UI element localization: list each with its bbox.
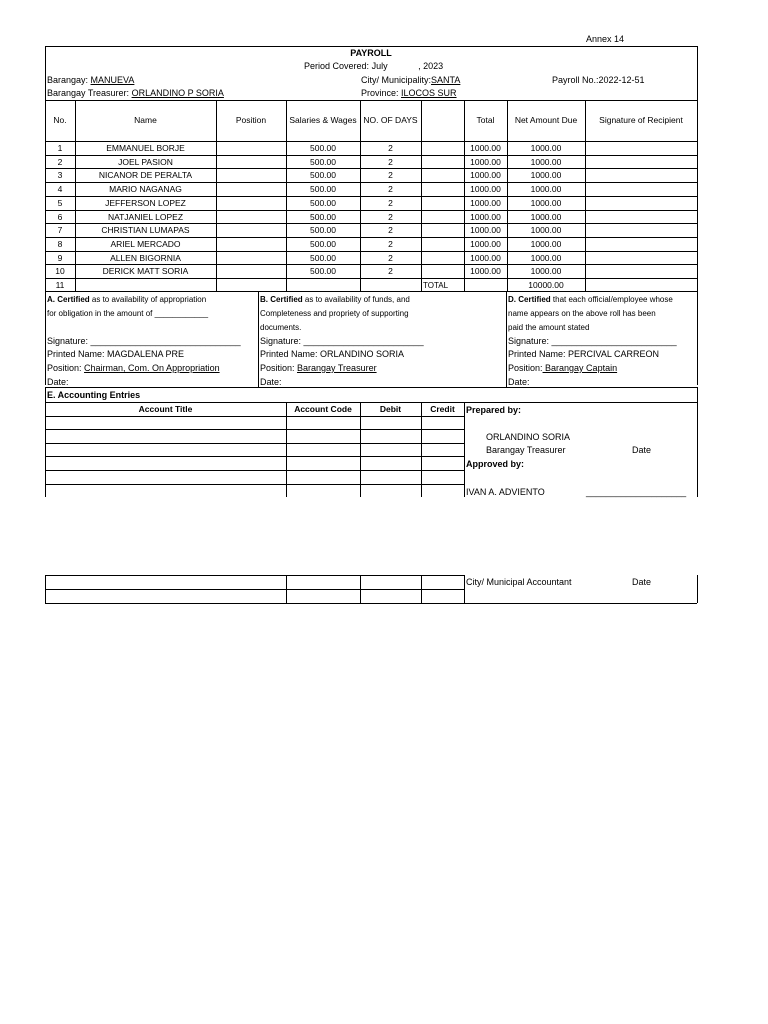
frame-top-border	[45, 46, 697, 47]
prepared-by-label: Prepared by:	[466, 405, 522, 415]
cert-b-line2: Completeness and propriety of supporting	[260, 309, 409, 318]
row-signature-cell[interactable]	[585, 168, 697, 182]
cert-a-printed-name: Printed Name: MAGDALENA PRE	[47, 349, 185, 359]
payroll-number: Payroll No.:2022-12-51	[552, 75, 645, 85]
cert-d-line1	[508, 295, 673, 305]
acct-row-line	[45, 429, 464, 430]
row-net-amount: 1000.00	[530, 238, 562, 249]
lower-col-sep	[421, 575, 422, 603]
row-no: 6	[57, 211, 63, 222]
row-signature-cell[interactable]	[585, 182, 697, 196]
row-signature-cell[interactable]	[585, 210, 697, 224]
lower-bottom-line	[45, 603, 697, 604]
row-name: MARIO NAGANAG	[109, 184, 182, 195]
acct-row-line	[45, 416, 464, 417]
row-net-amount: 1000.00	[530, 143, 562, 153]
treasurer-value: ORLANDINO P SORIA	[131, 88, 224, 98]
row-net-amount: 1000.00	[530, 225, 562, 236]
barangay-field	[47, 75, 134, 86]
row-line	[45, 182, 697, 183]
row-salary: 500.00	[310, 156, 336, 167]
row-total: 1000.00	[470, 211, 501, 222]
accountant-label: City/ Municipal Accountant	[466, 577, 572, 587]
row-signature-cell[interactable]	[585, 251, 697, 265]
acct-row-line	[45, 456, 464, 457]
row-total: 1000.00	[470, 266, 501, 277]
row-total: 1000.00	[470, 143, 501, 153]
row-days: 2	[388, 143, 393, 153]
row-no: 9	[57, 252, 63, 263]
cert-b-printed-name: Printed Name: ORLANDINO SORIA	[260, 349, 405, 359]
cert-d-line2: name appears on the above roll has been	[508, 309, 656, 318]
annex-label: Annex 14	[586, 34, 625, 44]
cert-b-signature: Signature: ________________________	[260, 336, 424, 346]
cert-b-line3: documents.	[260, 323, 302, 332]
total-net-amount: 10000.00	[528, 280, 564, 290]
row-days: 2	[388, 197, 393, 208]
row-line	[45, 155, 697, 156]
row-net-amount: 1000.00	[530, 266, 562, 277]
cert-a-position-value: Chairman, Com. On Appropriation	[84, 363, 220, 373]
row-total: 1000.00	[470, 156, 501, 167]
cert-a-signature: Signature: ______________________________	[47, 336, 241, 346]
row-salary: 500.00	[310, 143, 336, 153]
row-line	[45, 196, 697, 197]
row-signature-cell[interactable]	[585, 264, 697, 278]
row-days: 2	[388, 170, 393, 181]
row-days: 2	[388, 225, 393, 236]
col-header-net: Net Amount Due	[514, 115, 578, 125]
cert-a-line1-rest: as to availability of appropriation	[89, 295, 207, 304]
row-salary: 500.00	[310, 197, 336, 208]
city-value: SANTA	[431, 75, 461, 85]
cert-b-date: Date:	[260, 377, 282, 387]
total-row-top-line	[45, 278, 697, 279]
cert-separator	[258, 291, 259, 387]
period-label: Period Covered:	[304, 61, 370, 71]
row-no: 5	[57, 197, 63, 208]
row-no: 1	[57, 143, 63, 153]
cert-d-position-label: Position:	[508, 363, 543, 373]
cert-d-position	[508, 363, 617, 374]
province-label: Province:	[361, 88, 399, 98]
lower-mid-line	[45, 589, 464, 590]
cert-d-date: Date:	[508, 377, 530, 387]
col-header-salaries: Salaries & Wages	[289, 115, 357, 125]
row-line	[45, 210, 697, 211]
acct-row-line	[45, 484, 464, 485]
cert-b-line1-rest: as to availability of funds, and	[302, 295, 410, 304]
accountant-date-label: Date	[632, 577, 652, 587]
lower-left-border	[45, 575, 46, 603]
row-days: 2	[388, 156, 393, 167]
row-total: 1000.00	[470, 238, 501, 249]
city-label: City/ Municipality:	[361, 75, 432, 85]
row-signature-cell[interactable]	[585, 155, 697, 169]
period-year: , 2023	[418, 61, 444, 71]
col-header-total: Total	[476, 115, 495, 125]
cert-b-line1	[260, 295, 410, 305]
row-signature-cell[interactable]	[585, 223, 697, 237]
row-net-amount: 1000.00	[530, 156, 562, 167]
col-header-signature: Signature of Recipient	[599, 115, 683, 125]
cert-a-line2: for obligation in the amount of ____________	[47, 309, 209, 318]
row-no: 4	[57, 184, 63, 195]
row-salary: 500.00	[310, 238, 336, 249]
acct-row-line	[45, 443, 464, 444]
page-title: PAYROLL	[350, 48, 392, 58]
cert-b-position-value: Barangay Treasurer	[297, 363, 377, 373]
acct-col-title: Account Title	[138, 404, 193, 414]
row-name: ALLEN BIGORNIA	[110, 252, 181, 263]
cert-a-date: Date:	[47, 377, 69, 387]
col-header-name: Name	[134, 115, 157, 125]
cert-a-position-label: Position:	[47, 363, 85, 373]
row-days: 2	[388, 184, 393, 195]
col-header-position: Position	[235, 115, 267, 125]
cert-d-signature: Signature: _________________________	[508, 336, 677, 346]
row-line	[45, 237, 697, 238]
acct-right-border	[697, 387, 698, 497]
row-net-amount: 1000.00	[530, 197, 562, 208]
row-line	[45, 264, 697, 265]
treasurer-field	[47, 88, 224, 99]
province-value: ILOCOS SUR	[401, 88, 457, 98]
row-no: 3	[57, 170, 63, 181]
row-salary: 500.00	[310, 184, 336, 195]
period-covered	[304, 61, 443, 72]
cert-a-position	[47, 363, 220, 374]
row-total: 1000.00	[470, 225, 501, 236]
acct-col-credit: Credit	[430, 404, 455, 414]
row-total: 1000.00	[470, 184, 501, 195]
col-header-no: No.	[53, 115, 67, 125]
frame-right-border	[697, 46, 698, 385]
row-name: NICANOR DE PERALTA	[98, 170, 193, 181]
row-days: 2	[388, 238, 393, 249]
row-name: ARIEL MERCADO	[110, 238, 181, 249]
cert-a-line1	[47, 295, 206, 305]
row-total: 1000.00	[470, 197, 501, 208]
city-field	[361, 75, 460, 86]
period-month: July	[371, 61, 388, 71]
row-no: 7	[57, 225, 63, 236]
cert-b-heading: B. Certified	[260, 295, 303, 304]
row-salary: 500.00	[310, 225, 336, 236]
lower-col-sep	[286, 575, 287, 603]
cert-d-line1-rest: that each official/employee whose	[550, 295, 673, 304]
row-name: NATJANIEL LOPEZ	[107, 211, 184, 222]
total-label: TOTAL	[423, 281, 449, 290]
cert-d-printed-name: Printed Name: PERCIVAL CARREON	[508, 349, 660, 359]
row-salary: 500.00	[310, 266, 336, 277]
row-name: JOEL PASION	[118, 156, 173, 167]
row-line	[45, 168, 697, 169]
row-days: 2	[388, 252, 393, 263]
row-total: 1000.00	[470, 252, 501, 263]
prepared-name: ORLANDINO SORIA	[486, 432, 571, 442]
cert-d-position-value: Barangay Captain	[542, 363, 618, 373]
row-signature-cell[interactable]	[585, 237, 697, 251]
acct-col-sep	[464, 402, 465, 497]
cert-d-heading: D. Certified	[508, 295, 551, 304]
cert-separator	[506, 291, 507, 387]
row-signature-cell[interactable]	[585, 196, 697, 210]
row-net-amount: 1000.00	[530, 211, 562, 222]
acct-row-line	[45, 470, 464, 471]
approved-name: IVAN A. ADVIENTO	[466, 487, 545, 497]
lower-right-border	[697, 575, 698, 603]
row-name: JEFFERSON LOPEZ	[105, 197, 186, 208]
row-days: 2	[388, 211, 393, 222]
row-name: EMMANUEL BORJE	[106, 143, 185, 153]
row-net-amount: 1000.00	[530, 170, 562, 181]
total-row-no: 11	[55, 280, 65, 290]
row-net-amount: 1000.00	[530, 252, 562, 263]
row-salary: 500.00	[310, 170, 336, 181]
row-line	[45, 223, 697, 224]
lower-col-sep	[464, 575, 465, 603]
lower-col-sep	[360, 575, 361, 603]
province-field	[361, 88, 457, 99]
prepared-position: Barangay Treasurer	[486, 445, 566, 455]
row-line	[45, 251, 697, 252]
col-header-days: NO. OF DAYS	[363, 115, 418, 125]
table-header-top-line	[45, 100, 697, 101]
cert-b-position	[260, 363, 377, 374]
barangay-label: Barangay:	[47, 75, 89, 85]
prepared-date-label: Date	[632, 445, 652, 455]
row-total: 1000.00	[470, 170, 501, 181]
row-salary: 500.00	[310, 211, 336, 222]
row-salary: 500.00	[310, 252, 336, 263]
acct-col-code: Account Code	[294, 404, 352, 414]
row-net-amount: 1000.00	[530, 184, 562, 195]
cert-bottom-line	[45, 387, 697, 388]
total-row-bottom-line	[45, 291, 697, 292]
row-no: 8	[57, 238, 63, 249]
cert-d-line3: paid the amount stated	[508, 323, 590, 332]
approved-signature-line: ____________________	[586, 487, 687, 497]
barangay-value: MANUEVA	[90, 75, 135, 85]
approved-by-label: Approved by:	[466, 459, 525, 469]
cert-a-heading: A. Certified	[47, 295, 90, 304]
treasurer-label: Barangay Treasurer:	[47, 88, 130, 98]
lower-top-line	[45, 575, 464, 576]
row-days: 2	[388, 266, 393, 277]
row-no: 2	[57, 156, 63, 167]
cert-b-position-label: Position:	[260, 363, 298, 373]
row-signature-cell[interactable]	[585, 141, 697, 155]
row-name: CHRISTIAN LUMAPAS	[101, 225, 190, 236]
row-name: DERICK MATT SORIA	[102, 266, 189, 277]
acct-col-debit: Debit	[379, 404, 402, 414]
row-no: 10	[55, 266, 65, 277]
accounting-heading: E. Accounting Entries	[47, 390, 141, 400]
